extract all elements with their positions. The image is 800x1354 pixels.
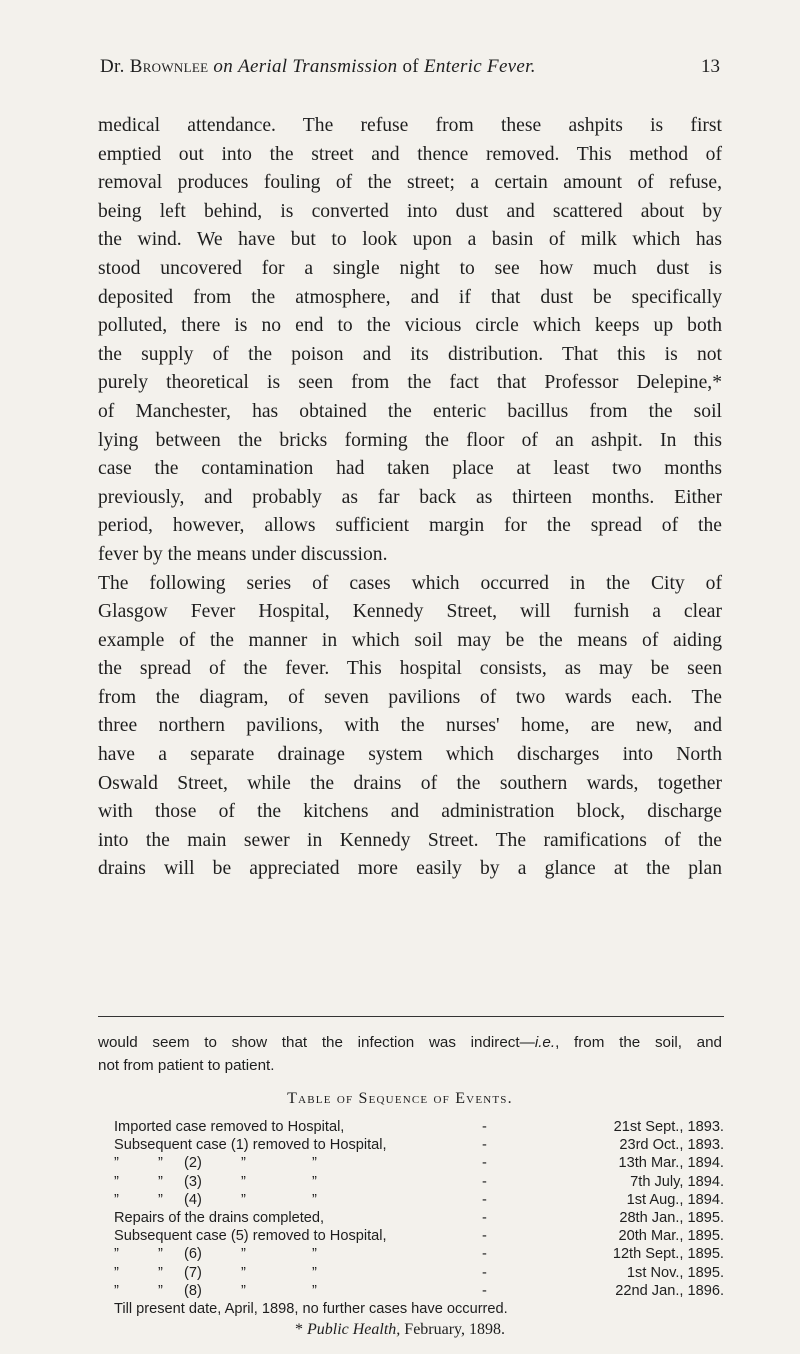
event-row	[114, 1154, 724, 1172]
body-line: being left behind, is converted into dust and scattered about by	[98, 200, 722, 222]
footnote-divider	[98, 1016, 724, 1017]
body-line: case the contamination had taken place at least two months	[98, 458, 722, 480]
footnote-continuation-line-1: would seem to show that the infection was indirect—i.e., from the soil, and	[98, 1034, 723, 1051]
body-line: removal produces fouling of the street; a certain amount of refuse,	[98, 172, 722, 194]
event-leader-dash: -	[482, 1137, 487, 1154]
event-row	[114, 1264, 724, 1282]
event-date: 13th Mar., 1894.	[618, 1155, 724, 1172]
event-description: Repairs of the drains completed,	[114, 1209, 325, 1226]
event-leader-dash: -	[482, 1155, 487, 1172]
ditto-mark: ”	[114, 1246, 119, 1263]
body-line: of Manchester, has obtained the enteric bacillus from the soil	[98, 400, 722, 422]
author-prefix: Dr.	[100, 56, 125, 77]
title-on: on	[213, 56, 234, 77]
body-line: have a separate drainage system which discharges into North	[98, 744, 722, 766]
body-line: fever by the means under discussion.	[98, 543, 388, 565]
footnote: * Public Health, February, 1898.	[294, 1321, 506, 1338]
body-line: medical attendance. The refuse from these ashpits is first	[98, 115, 722, 136]
event-date: 22nd Jan., 1896.	[615, 1282, 724, 1299]
event-leader-dash: -	[482, 1209, 487, 1226]
event-row	[114, 1118, 724, 1136]
ditto-mark: ”	[158, 1282, 163, 1299]
body-line: lying between the bricks forming the floor of an ashpit. In this	[98, 429, 722, 451]
event-row	[114, 1173, 724, 1191]
table-closing-note: Till present date, April, 1898, no further cases have occurred.	[114, 1301, 508, 1317]
event-date: 28th Jan., 1895.	[619, 1209, 724, 1226]
event-date: 1st Aug., 1894.	[626, 1191, 724, 1208]
ditto-mark: ”	[114, 1264, 119, 1281]
page-number: 13	[701, 56, 720, 77]
body-line: purely theoretical is seen from the fact that Professor Delepine,*	[98, 372, 722, 394]
event-date: 20th Mar., 1895.	[618, 1228, 724, 1245]
body-line: into the main sewer in Kennedy Street. The ramifications of the	[98, 829, 722, 851]
running-header	[100, 56, 720, 86]
event-description: Subsequent case (1) removed to Hospital,	[114, 1137, 387, 1154]
footnote-continuation	[98, 1031, 722, 1077]
ditto-mark: ”	[114, 1173, 119, 1190]
event-row	[114, 1227, 724, 1245]
event-date: 21st Sept., 1893.	[613, 1119, 724, 1135]
ditto-mark: ”	[114, 1191, 119, 1208]
event-date: 12th Sept., 1895.	[612, 1246, 724, 1263]
body-line: Glasgow Fever Hospital, Kennedy Street, will furnish a clear	[98, 601, 722, 623]
event-case-number: (8)	[184, 1282, 202, 1299]
ditto-mark: ”	[158, 1264, 163, 1281]
body-line: stood uncovered for a single night to see how much dust is	[98, 257, 722, 279]
event-leader-dash: -	[482, 1191, 487, 1208]
body-line: polluted, there is no end to the vicious circle which keeps up both	[98, 315, 722, 337]
body-line: the supply of the poison and its distribution. That this is not	[98, 343, 722, 365]
event-row	[114, 1136, 724, 1154]
ditto-mark: ”	[241, 1191, 246, 1208]
event-case-number: (6)	[184, 1246, 202, 1263]
ditto-mark: ”	[241, 1246, 246, 1263]
ditto-mark: ”	[312, 1282, 317, 1299]
ditto-mark: ”	[241, 1264, 246, 1281]
body-line: emptied out into the street and thence removed. This method of	[98, 143, 722, 165]
event-date: 23rd Oct., 1893.	[619, 1137, 724, 1154]
body-line: The following series of cases which occurred in the City of	[98, 572, 722, 594]
body-line: the spread of the fever. This hospital consists, as may be seen	[98, 658, 722, 680]
body-line: the wind. We have but to look upon a basin of milk which has	[98, 229, 722, 251]
event-row	[114, 1282, 724, 1300]
body-line: with those of the kitchens and administration block, discharge	[98, 801, 722, 823]
ditto-mark: ”	[312, 1155, 317, 1172]
event-leader-dash: -	[482, 1282, 487, 1299]
ditto-mark: ”	[241, 1282, 246, 1299]
event-leader-dash: -	[482, 1173, 487, 1190]
title-part-2: Enteric Fever.	[423, 56, 536, 77]
body-line: previously, and probably as far back as thirteen months. Either	[98, 486, 722, 508]
event-leader-dash: -	[482, 1119, 487, 1135]
event-leader-dash: -	[482, 1228, 487, 1245]
event-description: Subsequent case (5) removed to Hospital,	[114, 1228, 387, 1245]
ditto-mark: ”	[158, 1173, 163, 1190]
ditto-mark: ”	[312, 1264, 317, 1281]
event-description: Imported case removed to Hospital,	[114, 1119, 345, 1135]
ditto-mark: ”	[114, 1155, 119, 1172]
event-row	[114, 1245, 724, 1263]
body-line: three northern pavilions, with the nurses' home, are new, and	[98, 715, 722, 737]
ditto-mark: ”	[241, 1155, 246, 1172]
event-case-number: (3)	[184, 1173, 202, 1190]
event-row	[114, 1209, 724, 1227]
body-text	[98, 112, 722, 884]
body-line: deposited from the atmosphere, and if that dust be specifically	[98, 286, 722, 308]
ditto-mark: ”	[158, 1191, 163, 1208]
event-leader-dash: -	[482, 1264, 487, 1281]
event-case-number: (2)	[184, 1155, 202, 1172]
running-title	[100, 56, 536, 78]
ditto-mark: ”	[312, 1173, 317, 1190]
body-line: example of the manner in which soil may be the means of aiding	[98, 629, 722, 651]
event-leader-dash: -	[482, 1246, 487, 1263]
body-line: drains will be appreciated more easily by a glance at the plan	[98, 858, 722, 880]
event-date: 7th July, 1894.	[630, 1173, 724, 1190]
author-name: Brownlee	[129, 56, 209, 77]
body-line: Oswald Street, while the drains of the southern wards, together	[98, 772, 722, 794]
ditto-mark: ”	[241, 1173, 246, 1190]
ditto-mark: ”	[114, 1282, 119, 1299]
events-table	[114, 1118, 724, 1300]
event-case-number: (7)	[184, 1264, 202, 1281]
title-part-1: Aerial Transmission	[238, 56, 398, 77]
footnote-continuation-line-2: not from patient to patient.	[98, 1057, 275, 1074]
ditto-mark: ”	[158, 1246, 163, 1263]
footnote-source: Public Health,	[306, 1321, 401, 1338]
title-of: of	[402, 56, 419, 77]
event-date: 1st Nov., 1895.	[626, 1264, 724, 1281]
event-row	[114, 1191, 724, 1209]
ditto-mark: ”	[312, 1246, 317, 1263]
table-title: Table of Sequence of Events.	[287, 1090, 513, 1107]
body-line: period, however, allows sufficient margin for the spread of the	[98, 515, 722, 537]
event-case-number: (4)	[184, 1191, 202, 1208]
ditto-mark: ”	[158, 1155, 163, 1172]
body-line: from the diagram, of seven pavilions of two wards each. The	[98, 686, 722, 708]
footnote-date: February, 1898.	[404, 1321, 506, 1338]
ditto-mark: ”	[312, 1191, 317, 1208]
